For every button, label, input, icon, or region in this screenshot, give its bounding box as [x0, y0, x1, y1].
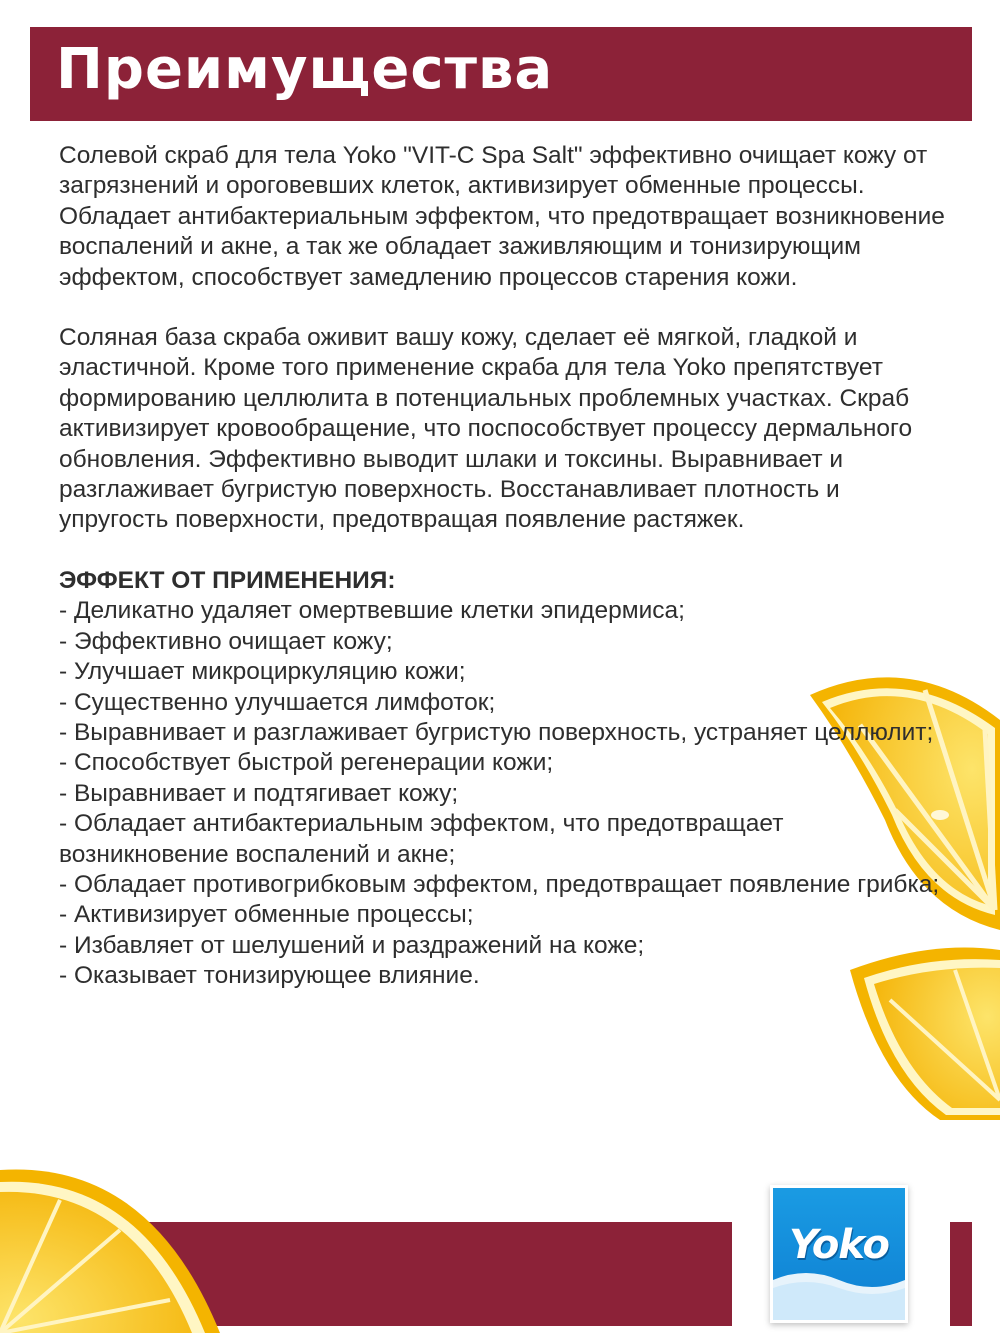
list-item: - Деликатно удаляет омертвевшие клетки эпидермиса; — [59, 597, 685, 625]
list-item: - Выравнивает и разглаживает бугристую поверхность, устраняет целлюлит; — [59, 718, 934, 746]
content-area — [59, 141, 949, 992]
logo-text: Yoko — [789, 1222, 889, 1268]
footer-bar-edge — [950, 1222, 972, 1326]
benefits-paragraph: Соляная база скраба оживит вашу кожу, сделает её мягкой, гладкой и эластичной. Кроме того применение скраба для тела Yoko препятствует формированию целлюлита в потенциальных проблемных участках. Скраб активизирует кровообращение, что поспособствует процессу дермального обновления. Эффективно выводит шлаки и токсины. Выравнивает и разглаживает бугристую поверхность. Восстанавливает плотность и упругость поверхности, предотвращая появление растяжек. — [59, 324, 913, 534]
list-item: - Улучшает микроциркуляцию кожи; — [59, 658, 466, 686]
list-item: - Выравнивает и подтягивает кожу; — [59, 779, 459, 807]
page-title: Преимущества — [56, 37, 554, 102]
list-item: - Активизирует обменные процессы; — [59, 901, 474, 929]
effects-heading: ЭФФЕКТ ОТ ПРИМЕНЕНИЯ: — [59, 566, 396, 594]
list-item: - Эффективно очищает кожу; — [59, 627, 393, 655]
effects-list — [59, 596, 949, 991]
list-item: - Обладает антибактериальным эффектом, что предотвращает возникновение воспалений и акне; — [59, 810, 784, 868]
intro-paragraph: Солевой скраб для тела Yoko "VIT-C Spa Salt" эффективно очищает кожу от загрязнений и ороговевших клеток, активизирует обменные процессы. Обладает антибактериальным эффектом, что предотвращает возникновение воспалений и акне, а так же обладает заживляющим и тонизирующим эффектом, способствует замедлению процессов старения кожи. — [59, 142, 945, 291]
list-item: - Способствует быстрой регенерации кожи; — [59, 749, 554, 777]
yoko-logo — [770, 1185, 908, 1323]
list-item: - Существенно улучшается лимфоток; — [59, 688, 496, 716]
list-item: - Оказывает тонизирующее влияние. — [59, 962, 480, 990]
list-item: - Обладает противогрибковым эффектом, предотвращает появление грибка; — [59, 870, 940, 898]
lemon-slice-left-image — [0, 1160, 220, 1333]
list-item: - Избавляет от шелушений и раздражений на коже; — [59, 931, 645, 959]
